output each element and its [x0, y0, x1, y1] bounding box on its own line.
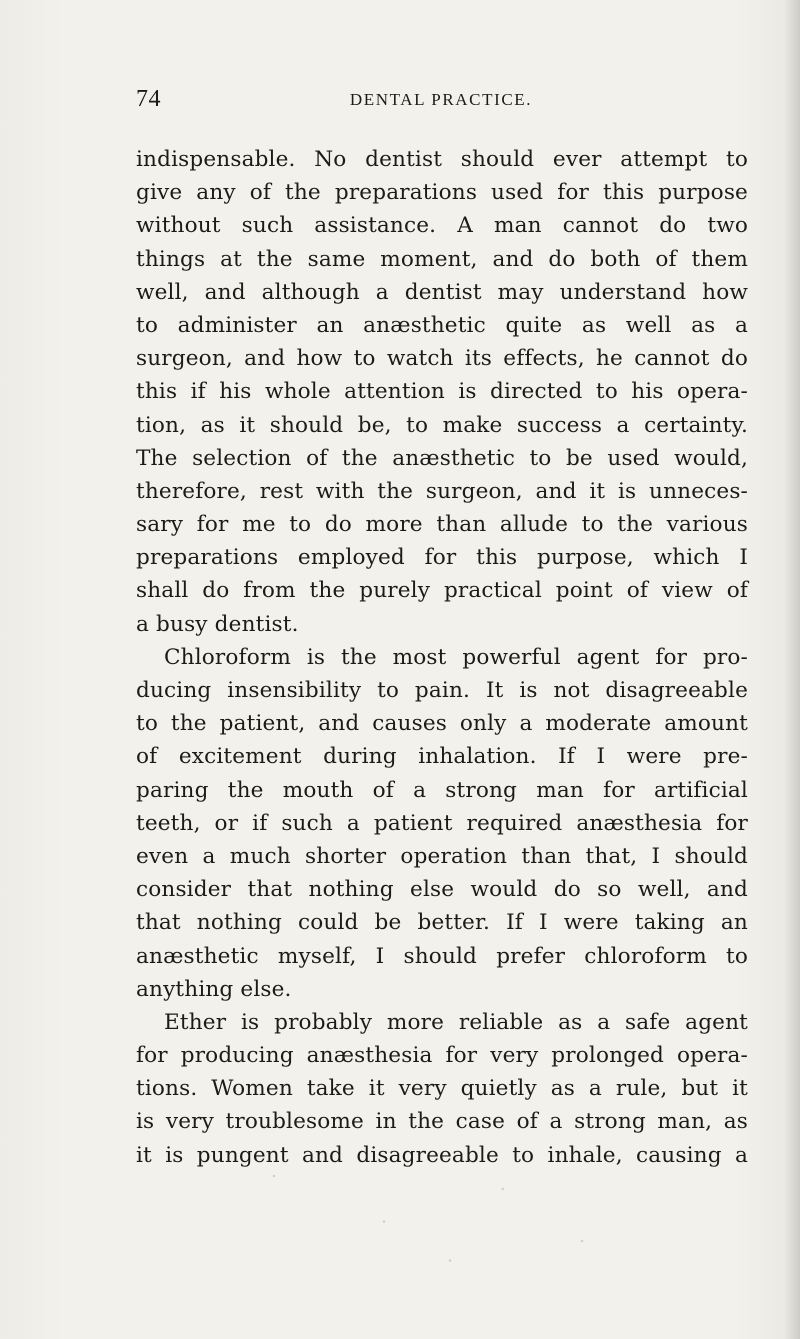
page-edge-shadow [784, 0, 800, 1339]
text-line: well, and although a dentist may understand how [136, 279, 748, 305]
text-line: surgeon, and how to watch its effects, he cannot do [136, 346, 748, 372]
bleed-through-specks [230, 1150, 670, 1280]
text-line: to the patient, and causes only a moderate amount [136, 711, 748, 737]
text-line: shall do from the purely practical point of view of [136, 578, 748, 604]
text-line: things at the same moment, and do both of them [136, 246, 748, 272]
text-line: give any of the preparations used for this purpose [136, 180, 748, 206]
text-line: without such assistance. A man cannot do two [136, 213, 748, 239]
text-line: this if his whole attention is directed to his opera- [136, 379, 748, 405]
page-number: 74 [136, 86, 161, 112]
text-line: is very troublesome in the case of a strong man, as [136, 1109, 748, 1135]
text-line: that nothing could be better. If I were taking an [136, 910, 748, 936]
text-line: anæsthetic myself, I should prefer chloroform to [136, 943, 748, 969]
text-line: The selection of the anæsthetic to be used would, [136, 445, 748, 471]
text-line: tion, as it should be, to make success a certainty. [136, 412, 748, 438]
text-line: consider that nothing else would do so well, and [136, 877, 748, 903]
paragraph-end-line: anything else. [136, 976, 292, 1002]
paragraph-end-line: a busy dentist. [136, 611, 299, 637]
paragraph-start-line: Ether is probably more reliable as a safe agent [164, 1009, 748, 1035]
body-text [136, 143, 748, 1172]
text-line: teeth, or if such a patient required anæsthesia for [136, 810, 748, 836]
text-line: for producing anæsthesia for very prolonged opera- [136, 1043, 748, 1069]
text-line: paring the mouth of a strong man for artificial [136, 777, 748, 803]
page-header [136, 86, 746, 116]
text-line: even a much shorter operation than that, I should [136, 843, 748, 869]
text-line: to administer an anæsthetic quite as well as a [136, 312, 748, 338]
paragraph-start-line: Chloroform is the most powerful agent for pro- [164, 644, 748, 670]
running-title: DENTAL PRACTICE. [349, 90, 533, 109]
text-line: sary for me to do more than allude to the various [136, 512, 748, 538]
text-line: it is pungent and disagreeable to inhale, causing a [136, 1142, 748, 1168]
text-line: ducing insensibility to pain. It is not disagreeable [136, 678, 748, 703]
text-line: indispensable. No dentist should ever attempt to [136, 147, 748, 172]
text-line: preparations employed for this purpose, which I [136, 545, 748, 571]
text-line: of excitement during inhalation. If I were pre- [136, 744, 748, 770]
text-line: tions. Women take it very quietly as a rule, but it [136, 1076, 748, 1102]
text-line: therefore, rest with the surgeon, and it is unneces- [136, 478, 748, 504]
